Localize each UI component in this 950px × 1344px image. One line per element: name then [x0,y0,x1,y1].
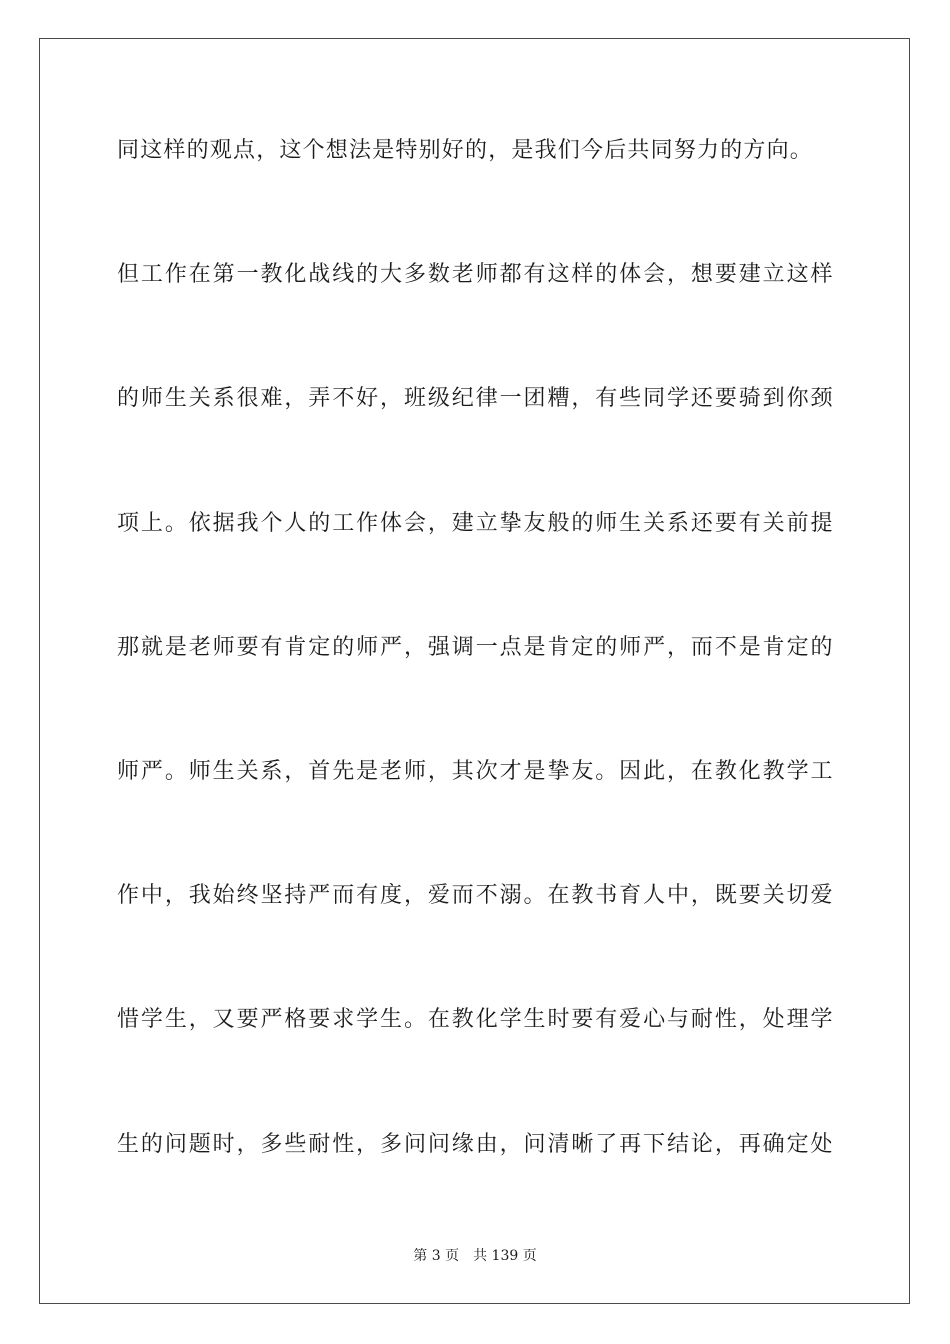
body-text-line: 惜学生，又要严格要求学生。在教化学生时要有爱心与耐性，处理学 [117,1007,833,1032]
body-text-line: 项上。依据我个人的工作体会，建立挚友般的师生关系还要有关前提 [117,511,833,536]
page-total: 共 139 页 [473,1248,537,1264]
page-footer [0,1247,950,1265]
page-border [39,38,910,1304]
body-text-line: 的师生关系很难，弄不好，班级纪律一团糟，有些同学还要骑到你颈 [117,386,833,411]
page-number: 第 3 页 [413,1248,460,1264]
body-text-line: 生的问题时，多些耐性，多问问缘由，问清晰了再下结论，再确定处 [117,1132,833,1157]
body-text-line: 那就是老师要有肯定的师严，强调一点是肯定的师严，而不是肯定的 [117,635,833,660]
body-text-line: 同这样的观点，这个想法是特别好的，是我们今后共同努力的方向。 [117,138,814,163]
body-text-line: 师严。师生关系，首先是老师，其次才是挚友。因此，在教化教学工 [117,759,833,784]
body-text-line: 作中，我始终坚持严而有度，爱而不溺。在教书育人中，既要关切爱 [117,883,833,908]
body-text-line: 但工作在第一教化战线的大多数老师都有这样的体会，想要建立这样 [117,262,833,287]
